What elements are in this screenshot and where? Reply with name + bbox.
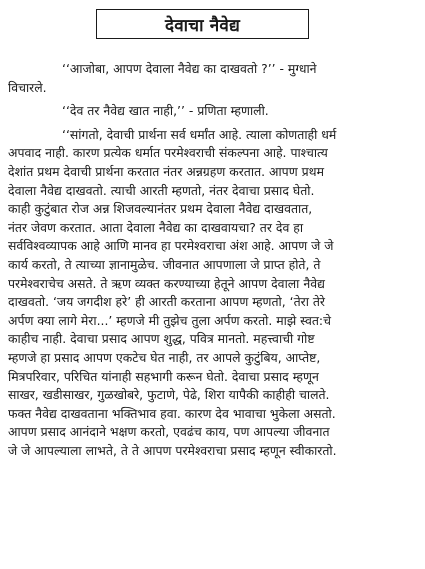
text-line: ‘‘सांगतो, देवाची प्रार्थना सर्व धर्मांत आहे. त्याला कोणताही धर्म [62, 126, 337, 142]
page-title: देवाचा नैवेद्य [96, 9, 309, 39]
text-line: कार्य करतो, ते त्याच्या ज्ञानामुळेच. जीवनात आपणाला जे प्राप्त होते, ते [8, 256, 321, 272]
text-line: अर्पण क्या लागे मेरा...’ म्हणजे मी तुझेच तुला अर्पण करतो. माझे स्वत:चे [8, 312, 331, 328]
text-line: देशांत प्रथम देवाची प्रार्थना करतात नंतर अन्नग्रहण करतात. आपण प्रथम [8, 163, 324, 179]
text-line: जे जे आपल्याला लाभते, ते ते आपण परमेश्वराचा प्रसाद म्हणून स्वीकारतो. [8, 442, 337, 458]
text-line: अपवाद नाही. कारण प्रत्येक धर्मात परमेश्वराची संकल्पना आहे. पाश्चात्य [8, 145, 328, 161]
text-line: ‘‘देव तर नैवेद्य खात नाही,’’ - प्रणिता म्हणाली. [62, 103, 269, 119]
text-line: म्हणजे हा प्रसाद आपण एकटेच घेत नाही, तर आपले कुटुंबिय, आप्तेष्ट, [8, 349, 321, 365]
body-text [8, 60, 418, 460]
text-line: देवाला नैवेद्य दाखवतो. त्याची आरती म्हणतो, नंतर देवाचा प्रसाद घेतो. [8, 182, 315, 198]
text-line: काहीच नाही. देवाचा प्रसाद आपण शुद्ध, पवित्र मानतो. महत्त्वाची गोष्ट [8, 331, 315, 347]
text-line: मित्रपरिवार, परिचित यांनाही सहभागी करून घेतो. देवाचा प्रसाद म्हणून [8, 368, 319, 384]
text-line: विचारले. [8, 79, 47, 95]
text-line: नंतर जेवण करतात. आता देवाला नैवेद्य का दाखवायचा? तर देव हा [8, 219, 304, 235]
text-line: सर्वविश्वव्यापक आहे आणि मानव हा परमेश्वराचा अंश आहे. आपण जे जे [8, 238, 334, 254]
text-line: ‘‘आजोबा, आपण देवाला नैवेद्य का दाखवतो ?’’ - मुग्धाने [62, 61, 317, 76]
text-line: दाखवतो. ‘जय जगदीश हरे’ ही आरती करताना आपण म्हणतो, ‘तेरा तेरे [8, 294, 325, 310]
text-line: साखर, खडीसाखर, गुळखोबरे, फुटाणे, पेढे, शिरा यापैकी काहीही चालते. [8, 387, 330, 403]
text-line: आपण प्रसाद आनंदाने भक्षण करतो, एवढंच काय, पण आपल्या जीवनात [8, 424, 330, 440]
text-line: काही कुटुंबात रोज अन्न शिजवल्यानंतर प्रथम देवाला नैवेद्य दाखवतात, [8, 201, 313, 217]
text-line: परमेश्वराचेच असते. ते ऋण व्यक्त करण्याच्या हेतूने आपण देवाला नैवेद्य [8, 275, 325, 291]
text-line: फक्त नैवेद्य दाखवताना भक्तिभाव हवा. कारण देव भावाचा भुकेला असतो. [8, 405, 336, 421]
